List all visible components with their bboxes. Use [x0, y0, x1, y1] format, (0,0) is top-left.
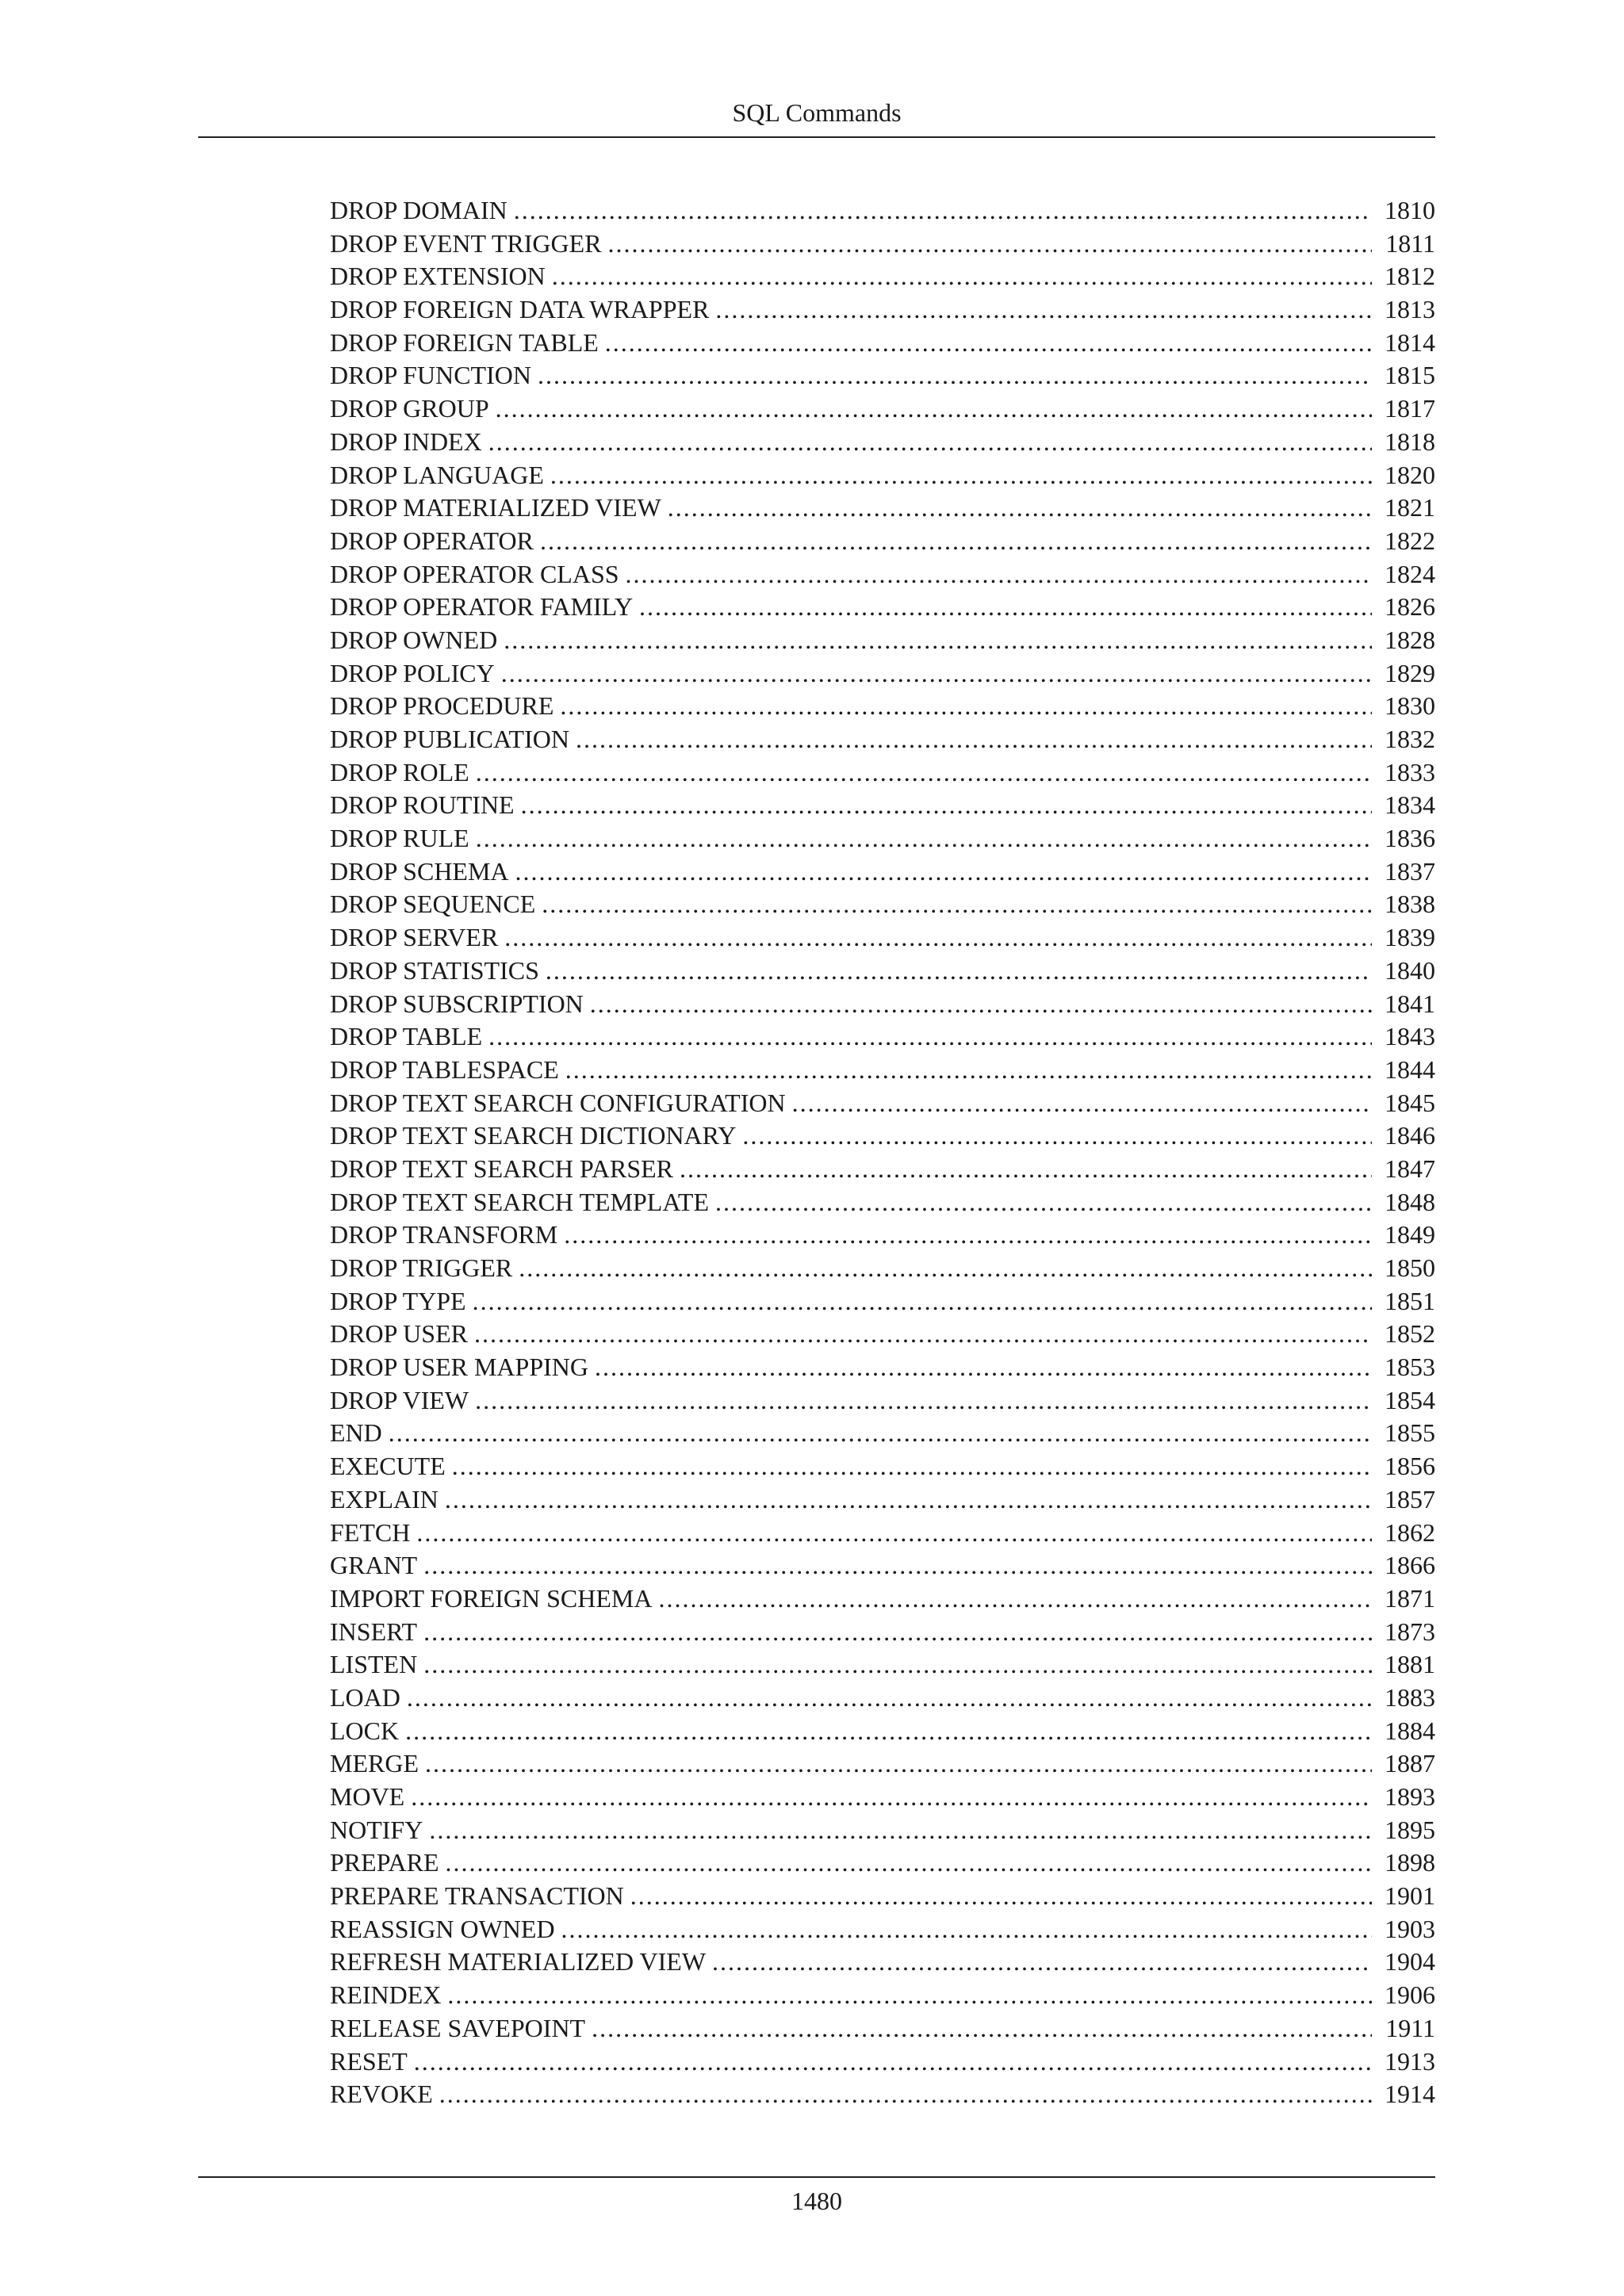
- toc-entry-title[interactable]: DROP POLICY: [330, 658, 495, 687]
- toc-entry-page[interactable]: 1893: [1385, 1782, 1435, 1811]
- toc-entry-page[interactable]: 1852: [1385, 1319, 1435, 1349]
- toc-entry-page[interactable]: 1913: [1385, 2046, 1435, 2076]
- toc-entry[interactable]: [330, 822, 1435, 855]
- toc-entry-page[interactable]: 1887: [1385, 1749, 1435, 1778]
- toc-dot-leader: [715, 1186, 1372, 1219]
- toc-entry-page[interactable]: 1832: [1385, 725, 1435, 753]
- toc-entry[interactable]: [330, 1648, 1435, 1682]
- toc-dot-leader: [405, 1715, 1372, 1748]
- toc-dot-leader: [595, 1351, 1372, 1384]
- toc-entry-page[interactable]: 1828: [1385, 625, 1435, 654]
- toc-entry[interactable]: [330, 1119, 1435, 1153]
- toc-dot-leader: [504, 624, 1372, 657]
- toc-entry-title[interactable]: DROP USER: [330, 1319, 468, 1349]
- toc-entry-title[interactable]: DROP DOMAIN: [330, 196, 508, 224]
- toc-entry[interactable]: [330, 1318, 1435, 1351]
- toc-entry[interactable]: [330, 459, 1435, 492]
- toc-entry-page[interactable]: 1840: [1385, 955, 1435, 985]
- toc-entry-title[interactable]: DROP PROCEDURE: [330, 691, 554, 721]
- toc-entry-title[interactable]: REASSIGN OWNED: [330, 1914, 555, 1943]
- toc-entry[interactable]: [330, 228, 1435, 261]
- toc-entry-page[interactable]: 1830: [1385, 691, 1435, 721]
- toc-dot-leader: [389, 1417, 1372, 1450]
- toc-entry-page[interactable]: 1883: [1385, 1682, 1435, 1712]
- toc-entry[interactable]: [330, 723, 1435, 756]
- toc-entry-page[interactable]: 1821: [1385, 493, 1435, 522]
- toc-dot-leader: [474, 1318, 1372, 1351]
- toc-entry-page[interactable]: 1914: [1385, 2080, 1435, 2109]
- toc-entry[interactable]: [330, 988, 1435, 1021]
- toc-entry-page[interactable]: 1856: [1385, 1452, 1435, 1481]
- toc-entry-page[interactable]: 1829: [1385, 658, 1435, 687]
- toc-dot-leader: [561, 1913, 1372, 1946]
- toc-dot-leader: [630, 1880, 1372, 1913]
- toc-entry-page[interactable]: 1843: [1385, 1022, 1435, 1051]
- toc-entry[interactable]: [330, 888, 1435, 921]
- toc-entry-page[interactable]: 1813: [1385, 295, 1435, 324]
- toc-entry-title[interactable]: LOAD: [330, 1682, 400, 1712]
- toc-entry[interactable]: [330, 1483, 1435, 1517]
- toc-entry-title[interactable]: DROP OPERATOR CLASS: [330, 559, 619, 588]
- toc-entry[interactable]: [330, 855, 1435, 889]
- toc-dot-leader: [488, 426, 1372, 459]
- toc-entry-title[interactable]: REINDEX: [330, 1980, 442, 2010]
- toc-dot-leader: [538, 359, 1372, 392]
- toc-entry-title[interactable]: GRANT: [330, 1551, 418, 1580]
- toc-entry-page[interactable]: 1814: [1385, 327, 1435, 357]
- toc-entry-title[interactable]: RELEASE SAVEPOINT: [330, 2013, 586, 2042]
- toc-entry-page[interactable]: 1849: [1385, 1220, 1435, 1249]
- toc-entry[interactable]: [330, 756, 1435, 790]
- toc-entry[interactable]: [330, 1682, 1435, 1715]
- toc-dot-leader: [550, 459, 1372, 492]
- toc-entry-title[interactable]: DROP TEXT SEARCH PARSER: [330, 1154, 674, 1183]
- toc-dot-leader: [608, 228, 1372, 261]
- toc-entry[interactable]: [330, 492, 1435, 525]
- toc-entry-title[interactable]: DROP FUNCTION: [330, 361, 531, 390]
- toc-entry-title[interactable]: DROP TEXT SEARCH CONFIGURATION: [330, 1088, 786, 1117]
- toc-entry[interactable]: [330, 1549, 1435, 1582]
- toc-entry-title[interactable]: DROP SCHEMA: [330, 856, 509, 886]
- toc-entry[interactable]: [330, 690, 1435, 723]
- toc-entry[interactable]: [330, 392, 1435, 426]
- toc-dot-leader: [792, 1087, 1372, 1120]
- toc-entry-page[interactable]: 1898: [1385, 1848, 1435, 1877]
- toc-entry-title[interactable]: DROP EXTENSION: [330, 262, 546, 291]
- toc-entry-page[interactable]: 1834: [1385, 790, 1435, 820]
- toc-entry[interactable]: [330, 1747, 1435, 1781]
- toc-dot-leader: [473, 1285, 1372, 1318]
- toc-entry-page[interactable]: 1822: [1385, 526, 1435, 555]
- toc-dot-leader: [592, 2012, 1372, 2045]
- toc-entry-page[interactable]: 1810: [1385, 196, 1435, 224]
- toc-entry-title[interactable]: IMPORT FOREIGN SCHEMA: [330, 1583, 653, 1613]
- toc-dot-leader: [576, 723, 1372, 756]
- toc-dot-leader: [540, 525, 1372, 558]
- toc-entry-title[interactable]: DROP TEXT SEARCH DICTIONARY: [330, 1121, 737, 1150]
- page-header: SQL Commands: [732, 98, 902, 127]
- toc-dot-leader: [425, 1747, 1372, 1781]
- toc-entry-title[interactable]: DROP TABLESPACE: [330, 1054, 559, 1084]
- toc-dot-leader: [515, 855, 1372, 889]
- toc-entry-page[interactable]: 1839: [1385, 923, 1435, 952]
- toc-entry-page[interactable]: 1873: [1385, 1617, 1435, 1646]
- toc-dot-leader: [560, 690, 1372, 723]
- toc-entry-page[interactable]: 1895: [1385, 1815, 1435, 1844]
- toc-entry[interactable]: [330, 194, 1435, 228]
- toc-entry[interactable]: [330, 1582, 1435, 1616]
- toc-entry[interactable]: [330, 1846, 1435, 1880]
- toc-entry-title[interactable]: LOCK: [330, 1716, 400, 1745]
- toc-entry[interactable]: [330, 327, 1435, 360]
- toc-dot-leader: [423, 1616, 1372, 1649]
- toc-entry[interactable]: [330, 525, 1435, 558]
- toc-entry-page[interactable]: 1881: [1385, 1650, 1435, 1679]
- toc-dot-leader: [475, 1384, 1372, 1418]
- toc-entry-title[interactable]: PREPARE: [330, 1848, 439, 1877]
- toc-entry-title[interactable]: EXPLAIN: [330, 1484, 439, 1513]
- toc-dot-leader: [439, 2078, 1372, 2111]
- toc-dot-leader: [590, 988, 1372, 1021]
- toc-dot-leader: [423, 1648, 1372, 1682]
- toc-dot-leader: [447, 1979, 1372, 2012]
- toc-entry[interactable]: [330, 1054, 1435, 1087]
- toc-entry-page[interactable]: 1838: [1385, 890, 1435, 919]
- toc-entry-title[interactable]: DROP TABLE: [330, 1022, 483, 1051]
- toc-entry[interactable]: [330, 1880, 1435, 1913]
- toc-dot-leader: [452, 1450, 1372, 1483]
- toc-dot-leader: [423, 1549, 1372, 1582]
- toc-entry-page[interactable]: 1845: [1385, 1088, 1435, 1117]
- toc-entry-title[interactable]: REVOKE: [330, 2080, 433, 2109]
- toc-entry[interactable]: [330, 1153, 1435, 1186]
- toc-entry-page[interactable]: 1854: [1385, 1385, 1435, 1414]
- toc-entry-page[interactable]: 1815: [1385, 361, 1435, 390]
- toc-entry[interactable]: [330, 921, 1435, 955]
- toc-entry-page[interactable]: 1903: [1385, 1914, 1435, 1943]
- toc-entry-page[interactable]: 1855: [1385, 1418, 1435, 1448]
- toc-entry-title[interactable]: END: [330, 1418, 382, 1448]
- toc-dot-leader: [476, 756, 1372, 790]
- toc-dot-leader: [411, 1781, 1372, 1814]
- toc-entry-title[interactable]: DROP SUBSCRIPTION: [330, 989, 584, 1018]
- toc-entry-page[interactable]: 1818: [1385, 427, 1435, 456]
- toc-dot-leader: [605, 327, 1372, 360]
- toc-entry[interactable]: [330, 1979, 1435, 2012]
- toc-entry-title[interactable]: DROP TEXT SEARCH TEMPLATE: [330, 1187, 709, 1216]
- toc-entry[interactable]: [330, 1186, 1435, 1219]
- toc-entry[interactable]: [330, 260, 1435, 293]
- toc-entry-page[interactable]: 1826: [1385, 592, 1435, 622]
- toc-entry-title[interactable]: EXECUTE: [330, 1452, 446, 1481]
- toc-entry-title[interactable]: DROP RULE: [330, 824, 469, 853]
- toc-entry-title[interactable]: LISTEN: [330, 1650, 418, 1679]
- toc-entry-title[interactable]: DROP USER MAPPING: [330, 1353, 588, 1382]
- toc-entry[interactable]: [330, 657, 1435, 691]
- toc-dot-leader: [476, 822, 1372, 855]
- toc-entry-title[interactable]: DROP EVENT TRIGGER: [330, 228, 602, 258]
- toc-entry[interactable]: [330, 789, 1435, 822]
- toc-entry[interactable]: [330, 591, 1435, 624]
- toc-dot-leader: [514, 194, 1372, 228]
- toc-dot-leader: [416, 1517, 1372, 1550]
- toc-entry[interactable]: [330, 1384, 1435, 1418]
- toc-dot-leader: [542, 888, 1372, 921]
- toc-entry[interactable]: [330, 1913, 1435, 1946]
- toc-entry[interactable]: [330, 1715, 1435, 1748]
- toc-entry-title[interactable]: DROP GROUP: [330, 394, 489, 423]
- toc-entry[interactable]: [330, 955, 1435, 988]
- toc-entry-title[interactable]: RESET: [330, 2046, 408, 2076]
- toc-dot-leader: [715, 293, 1372, 327]
- toc-entry-page[interactable]: 1853: [1385, 1353, 1435, 1382]
- toc-entry-title[interactable]: DROP FOREIGN DATA WRAPPER: [330, 295, 710, 324]
- toc-entry[interactable]: [330, 1219, 1435, 1252]
- toc-entry-title[interactable]: DROP OPERATOR FAMILY: [330, 592, 634, 622]
- toc-entry-title[interactable]: DROP STATISTICS: [330, 955, 539, 985]
- toc-entry-title[interactable]: DROP SEQUENCE: [330, 890, 536, 919]
- toc-entry-page[interactable]: 1901: [1385, 1881, 1435, 1911]
- toc-dot-leader: [712, 1946, 1372, 1979]
- toc-entry-page[interactable]: 1904: [1385, 1947, 1435, 1976]
- toc-entry-title[interactable]: REFRESH MATERIALIZED VIEW: [330, 1947, 707, 1976]
- toc-entry[interactable]: [330, 1946, 1435, 1979]
- toc-dot-leader: [668, 492, 1372, 525]
- toc-entry-title[interactable]: DROP TYPE: [330, 1286, 466, 1315]
- toc-dot-leader: [565, 1054, 1372, 1087]
- page-number: 1480: [791, 2187, 842, 2215]
- toc-dot-leader: [501, 657, 1372, 691]
- toc-entry-title[interactable]: DROP ROLE: [330, 757, 469, 786]
- toc-entry[interactable]: [330, 1616, 1435, 1649]
- toc-entry-title[interactable]: DROP VIEW: [330, 1385, 469, 1414]
- toc-dot-leader: [626, 558, 1372, 591]
- toc-entry-title[interactable]: FETCH: [330, 1517, 411, 1547]
- toc-dot-leader: [552, 260, 1372, 293]
- toc-entry-page[interactable]: 1862: [1385, 1517, 1435, 1547]
- toc-dot-leader: [414, 2045, 1372, 2079]
- toc-dot-leader: [639, 591, 1372, 624]
- toc-entry-page[interactable]: 1811: [1385, 228, 1435, 258]
- toc-entry-page[interactable]: 1812: [1385, 262, 1435, 291]
- toc-dot-leader: [445, 1483, 1372, 1517]
- toc-entry-title[interactable]: DROP OPERATOR: [330, 526, 534, 555]
- toc-entry[interactable]: [330, 1814, 1435, 1847]
- header-rule: [198, 136, 1435, 138]
- toc-entry-title[interactable]: INSERT: [330, 1617, 418, 1646]
- toc-entry-page[interactable]: 1850: [1385, 1253, 1435, 1282]
- toc-entry[interactable]: [330, 1087, 1435, 1120]
- toc-entry[interactable]: [330, 1450, 1435, 1483]
- toc-dot-leader: [488, 1020, 1372, 1054]
- toc-entry-page[interactable]: 1847: [1385, 1154, 1435, 1183]
- toc-entry-page[interactable]: 1871: [1385, 1583, 1435, 1613]
- toc-entry[interactable]: [330, 1417, 1435, 1450]
- toc-entry-page[interactable]: 1841: [1385, 989, 1435, 1018]
- toc-entry-page[interactable]: 1824: [1385, 559, 1435, 588]
- toc-entry-page[interactable]: 1846: [1385, 1121, 1435, 1150]
- toc-entry[interactable]: [330, 359, 1435, 392]
- toc-entry-page[interactable]: 1906: [1385, 1980, 1435, 2010]
- toc-entry[interactable]: [330, 2078, 1435, 2111]
- toc-entry-title[interactable]: MERGE: [330, 1749, 419, 1778]
- toc-entry-title[interactable]: DROP FOREIGN TABLE: [330, 327, 599, 357]
- toc-entry-title[interactable]: DROP TRIGGER: [330, 1253, 513, 1282]
- toc-dot-leader: [496, 392, 1372, 426]
- toc-entry-title[interactable]: DROP MATERIALIZED VIEW: [330, 493, 661, 522]
- toc-entry-page[interactable]: 1857: [1385, 1484, 1435, 1513]
- toc-entry[interactable]: [330, 1252, 1435, 1285]
- toc-entry-title[interactable]: DROP TRANSFORM: [330, 1220, 558, 1249]
- toc-dot-leader: [680, 1153, 1372, 1186]
- toc-entry-page[interactable]: 1836: [1385, 824, 1435, 853]
- toc-entry-page[interactable]: 1817: [1385, 394, 1435, 423]
- toc-dot-leader: [504, 921, 1372, 955]
- toc-entry[interactable]: [330, 1020, 1435, 1054]
- toc-entry[interactable]: [330, 1781, 1435, 1814]
- toc-entry-page[interactable]: 1866: [1385, 1551, 1435, 1580]
- toc-list: [330, 194, 1435, 2111]
- toc-entry[interactable]: [330, 1285, 1435, 1318]
- toc-dot-leader: [658, 1582, 1372, 1616]
- toc-dot-leader: [407, 1682, 1372, 1715]
- toc-entry[interactable]: [330, 426, 1435, 459]
- toc-entry-title[interactable]: DROP OWNED: [330, 625, 498, 654]
- toc-entry-title[interactable]: PREPARE TRANSACTION: [330, 1881, 624, 1911]
- toc-entry-title[interactable]: DROP LANGUAGE: [330, 460, 544, 489]
- toc-entry-page[interactable]: 1837: [1385, 856, 1435, 886]
- toc-entry-page[interactable]: 1833: [1385, 757, 1435, 786]
- toc-dot-leader: [446, 1846, 1372, 1880]
- toc-entry-page[interactable]: 1911: [1385, 2013, 1435, 2042]
- toc-entry[interactable]: [330, 2012, 1435, 2045]
- toc-dot-leader: [742, 1119, 1372, 1153]
- toc-entry-page[interactable]: 1844: [1385, 1054, 1435, 1084]
- toc-entry-title[interactable]: NOTIFY: [330, 1815, 423, 1844]
- toc-entry-page[interactable]: 1848: [1385, 1187, 1435, 1216]
- toc-entry-title[interactable]: DROP SERVER: [330, 923, 499, 952]
- toc-entry[interactable]: [330, 1517, 1435, 1550]
- toc-entry-page[interactable]: 1851: [1385, 1286, 1435, 1315]
- toc-dot-leader: [519, 1252, 1372, 1285]
- toc-entry-title[interactable]: DROP INDEX: [330, 427, 482, 456]
- toc-dot-leader: [546, 955, 1372, 988]
- toc-entry-title[interactable]: DROP PUBLICATION: [330, 725, 569, 753]
- toc-entry-title[interactable]: DROP ROUTINE: [330, 790, 515, 820]
- footer-rule: [198, 2176, 1435, 2178]
- toc-entry[interactable]: [330, 558, 1435, 591]
- toc-entry[interactable]: [330, 1351, 1435, 1384]
- toc-entry-title[interactable]: MOVE: [330, 1782, 405, 1811]
- toc-entry[interactable]: [330, 293, 1435, 327]
- toc-entry-page[interactable]: 1884: [1385, 1716, 1435, 1745]
- toc-dot-leader: [564, 1219, 1372, 1252]
- toc-entry[interactable]: [330, 624, 1435, 657]
- toc-entry-page[interactable]: 1820: [1385, 460, 1435, 489]
- toc-dot-leader: [521, 789, 1372, 822]
- toc-dot-leader: [429, 1814, 1372, 1847]
- toc-entry[interactable]: [330, 2045, 1435, 2079]
